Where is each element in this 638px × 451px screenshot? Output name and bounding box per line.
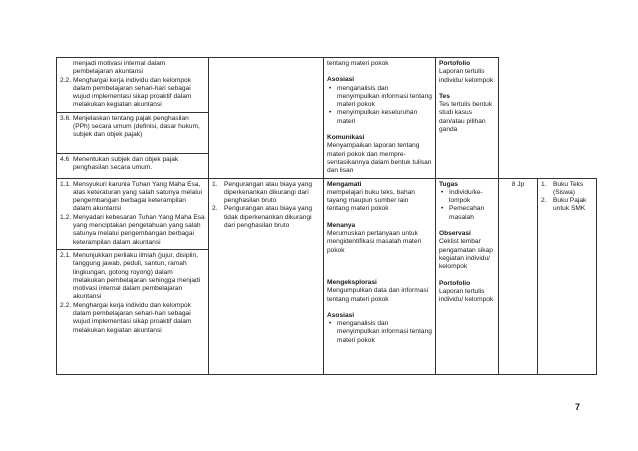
material-item: 2. Pengurangan atau biaya yang tidak diperkenankan dikurangi dari penghasilan bruto bbox=[212, 205, 312, 230]
table-row bbox=[57, 178, 597, 374]
eksplorasi-heading: Mengeksplorasi bbox=[327, 278, 377, 286]
asosiasi-heading: Asosiasi bbox=[327, 76, 355, 84]
syllabus-table-body bbox=[56, 57, 597, 375]
portofolio-text: Laporan tertulis individu/ kelompok bbox=[439, 68, 494, 84]
material-cell bbox=[209, 178, 324, 374]
tugas-heading: Tugas bbox=[439, 180, 458, 188]
observasi-heading: Observasi bbox=[439, 230, 471, 238]
competency-item: 2.2. Menghargai kerja individu dan kelompok dalam pembelajaran sehari-hari sebagai wujud implementasi sikap proaktif dalam melakukan kegiatan akuntansi bbox=[60, 76, 192, 109]
list-item: • menganalisis dan menyimpulkan informasi tentang materi pokok bbox=[337, 85, 432, 110]
time-allocation: 8 Jp bbox=[511, 180, 525, 188]
competency-cell bbox=[57, 58, 209, 179]
assessment-cell bbox=[436, 58, 499, 179]
competency-item: 1.2. Menyadari kebesaran Tuhan Yang Maha Esa yang menciptakan pengetahuan yang salah satunya melalui pengembangan berbagai keterampilan dalam akuntansi bbox=[60, 213, 205, 246]
time-cell bbox=[499, 58, 538, 179]
table-row bbox=[57, 58, 597, 179]
tes-heading: Tes bbox=[439, 92, 450, 100]
menanya-heading: Menanya bbox=[327, 221, 356, 229]
mengamati-text: mempelajari buku teks, bahan tayang maupun sumber lain tentang materi pokok bbox=[327, 188, 415, 213]
list-item: • menyimpulkan keseluruhan materi bbox=[337, 109, 432, 126]
mengamati-heading: Mengamati bbox=[327, 180, 362, 188]
list-item: • Individu/ke-lompok bbox=[449, 189, 495, 206]
time-cell bbox=[499, 178, 538, 374]
source-item: 1. Buku Teks (Siswa) bbox=[541, 180, 584, 196]
tes-text: Tes tertulis bentuk studi kasus dan/atau pilihan ganda bbox=[439, 101, 493, 134]
list-item: • menganalisis dan menyimpulkan informasi tentang materi pokok bbox=[337, 320, 432, 345]
portofolio-heading: Portofolio bbox=[439, 279, 471, 287]
material-cell bbox=[209, 58, 324, 179]
source-cell bbox=[538, 178, 597, 374]
learning-cell bbox=[324, 178, 436, 374]
competency-item: 2.2. Menghargai kerja individu dan kelompok dalam pembelajaran sehari-hari sebagai wujud implementasi sikap proaktif dalam melakukan kegiatan akuntansi bbox=[60, 301, 192, 334]
komunikasi-heading: Komunikasi bbox=[327, 134, 365, 142]
competency-item: 4.6 Menentukan subjek dan objek pajak penghasilan secara umum. bbox=[60, 155, 179, 172]
competency-item: 1.1. Mensyukuri karunia Tuhan Yang Maha Esa, atas keteraturan yang salah satunya melalui pengembangan berbagai keterampilan dalam akuntansi bbox=[60, 180, 203, 213]
learning-text: tentang materi pokok bbox=[327, 60, 389, 67]
material-item: 1. Pengurangan atau biaya yang diperkenankan dikurangi dari penghasilan bruto bbox=[212, 180, 312, 205]
portofolio-text: Laporan tertulis individu/ kelompok bbox=[439, 287, 494, 304]
competency-item: 3.6. Menjelaskan tentang pajak penghasilan (PPh) secara umum (definisi, dasar hukum, subjek dan objek pajak) bbox=[60, 114, 200, 139]
learning-cell bbox=[324, 58, 436, 179]
eksplorasi-text: Mengumpulkan data dan informasi tentang materi pokok bbox=[327, 287, 429, 303]
source-cell bbox=[538, 58, 597, 179]
menanya-text: Merumuskan pertanyaan untuk mengidentifikasi masalah materi pokok bbox=[327, 230, 422, 254]
list-item: • Pemecahan masalah bbox=[449, 205, 495, 222]
portofolio-heading: Portofolio bbox=[439, 60, 471, 67]
competency-item: 2.1. Menunjukkan perilaku ilmiah (jujur, disiplin, tanggung jawab, peduli, santun, ramah lingkungan, gotong royong) dalam melakukan pembelajaran sehingga menjadi motivasi internal dalam pembelajaran akuntansi bbox=[60, 251, 201, 301]
asosiasi-heading: Asosiasi bbox=[327, 311, 355, 319]
competency-cell bbox=[57, 178, 209, 374]
source-item: 2. Buku Pajak untuk SMK bbox=[541, 197, 587, 213]
page-number: 7 bbox=[575, 402, 581, 412]
competency-item: menjadi motivasi internal dalam pembelajaran akuntansi bbox=[73, 60, 166, 76]
observasi-text: Ceklist lembar pengamatan sikap kegiatan individu/ kelompok bbox=[439, 238, 493, 271]
assessment-cell bbox=[436, 178, 499, 374]
komunikasi-text: Menyampaikan laporan tentang materi pokok dan mempre-sentasikannya dalam bentuk tulisan dan lisan bbox=[327, 142, 432, 175]
